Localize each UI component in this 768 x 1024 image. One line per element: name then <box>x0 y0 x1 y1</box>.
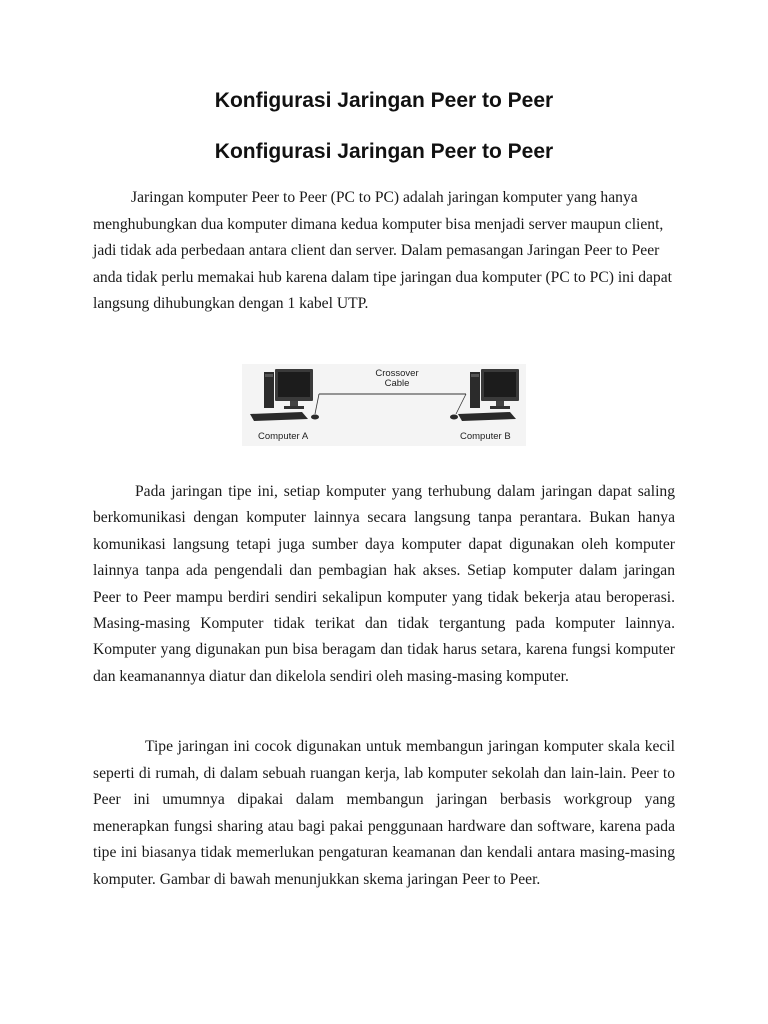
crossover-cable-label: Crossover Cable <box>375 368 419 389</box>
computer-a-label: Computer A <box>258 431 309 442</box>
document-subtitle: Konfigurasi Jaringan Peer to Peer <box>214 140 554 163</box>
peer-to-peer-diagram <box>242 364 526 446</box>
computer-b-icon <box>450 369 519 421</box>
computer-b-label: Computer B <box>460 431 511 442</box>
computer-a-icon <box>250 369 319 421</box>
paragraph-intro: Jaringan komputer Peer to Peer (PC to PC) adalah jaringan komputer yang hanya menghubungkan dua komputer dimana kedua komputer bisa menjadi server maupun client, jadi tidak ada perbedaan antara client dan server. Dalam pemasangan Jaringan Peer to Peer anda tidak perlu memakai hub karena dalam tipe jaringan dua komputer (PC to PC) ini dapat langsung dihubungkan dengan 1 kabel UTP. <box>93 189 672 313</box>
paragraph-usage: Tipe jaringan ini cocok digunakan untuk membangun jaringan komputer skala kecil seperti di rumah, di dalam sebuah ruangan kerja, lab komputer sekolah dan lain-lain. Peer to Peer ini umumnya dipakai dalam membangun jaringan berbasis workgroup yang menerapkan fungsi sharing atau bagi pakai penggunaan hardware dan software, karena pada tipe ini biasanya tidak memerlukan pengaturan keamanan dan kendali antara masing-masing komputer. Gambar di bawah menunjukkan skema jaringan Peer to Peer. <box>93 738 675 888</box>
document-title: Konfigurasi Jaringan Peer to Peer <box>214 89 554 112</box>
paragraph-communication: Pada jaringan tipe ini, setiap komputer yang terhubung dalam jaringan dapat saling berkomunikasi dengan komputer lainnya secara langsung tanpa perantara. Bukan hanya komunikasi langsung tetapi juga sumber daya komputer dapat digunakan oleh komputer lainnya tanpa ada pengendali dan pembagian hak akses. Setiap komputer dalam jaringan Peer to Peer mampu berdiri sendiri sekalipun komputer yang tidak bekerja atau beroperasi. Masing-masing Komputer tidak terikat dan tidak tergantung pada komputer lainnya. Komputer yang digunakan pun bisa beragam dan tidak harus setara, karena fungsi komputer dan keamanannya diatur dan dikelola sendiri oleh masing-masing komputer. <box>93 483 675 685</box>
